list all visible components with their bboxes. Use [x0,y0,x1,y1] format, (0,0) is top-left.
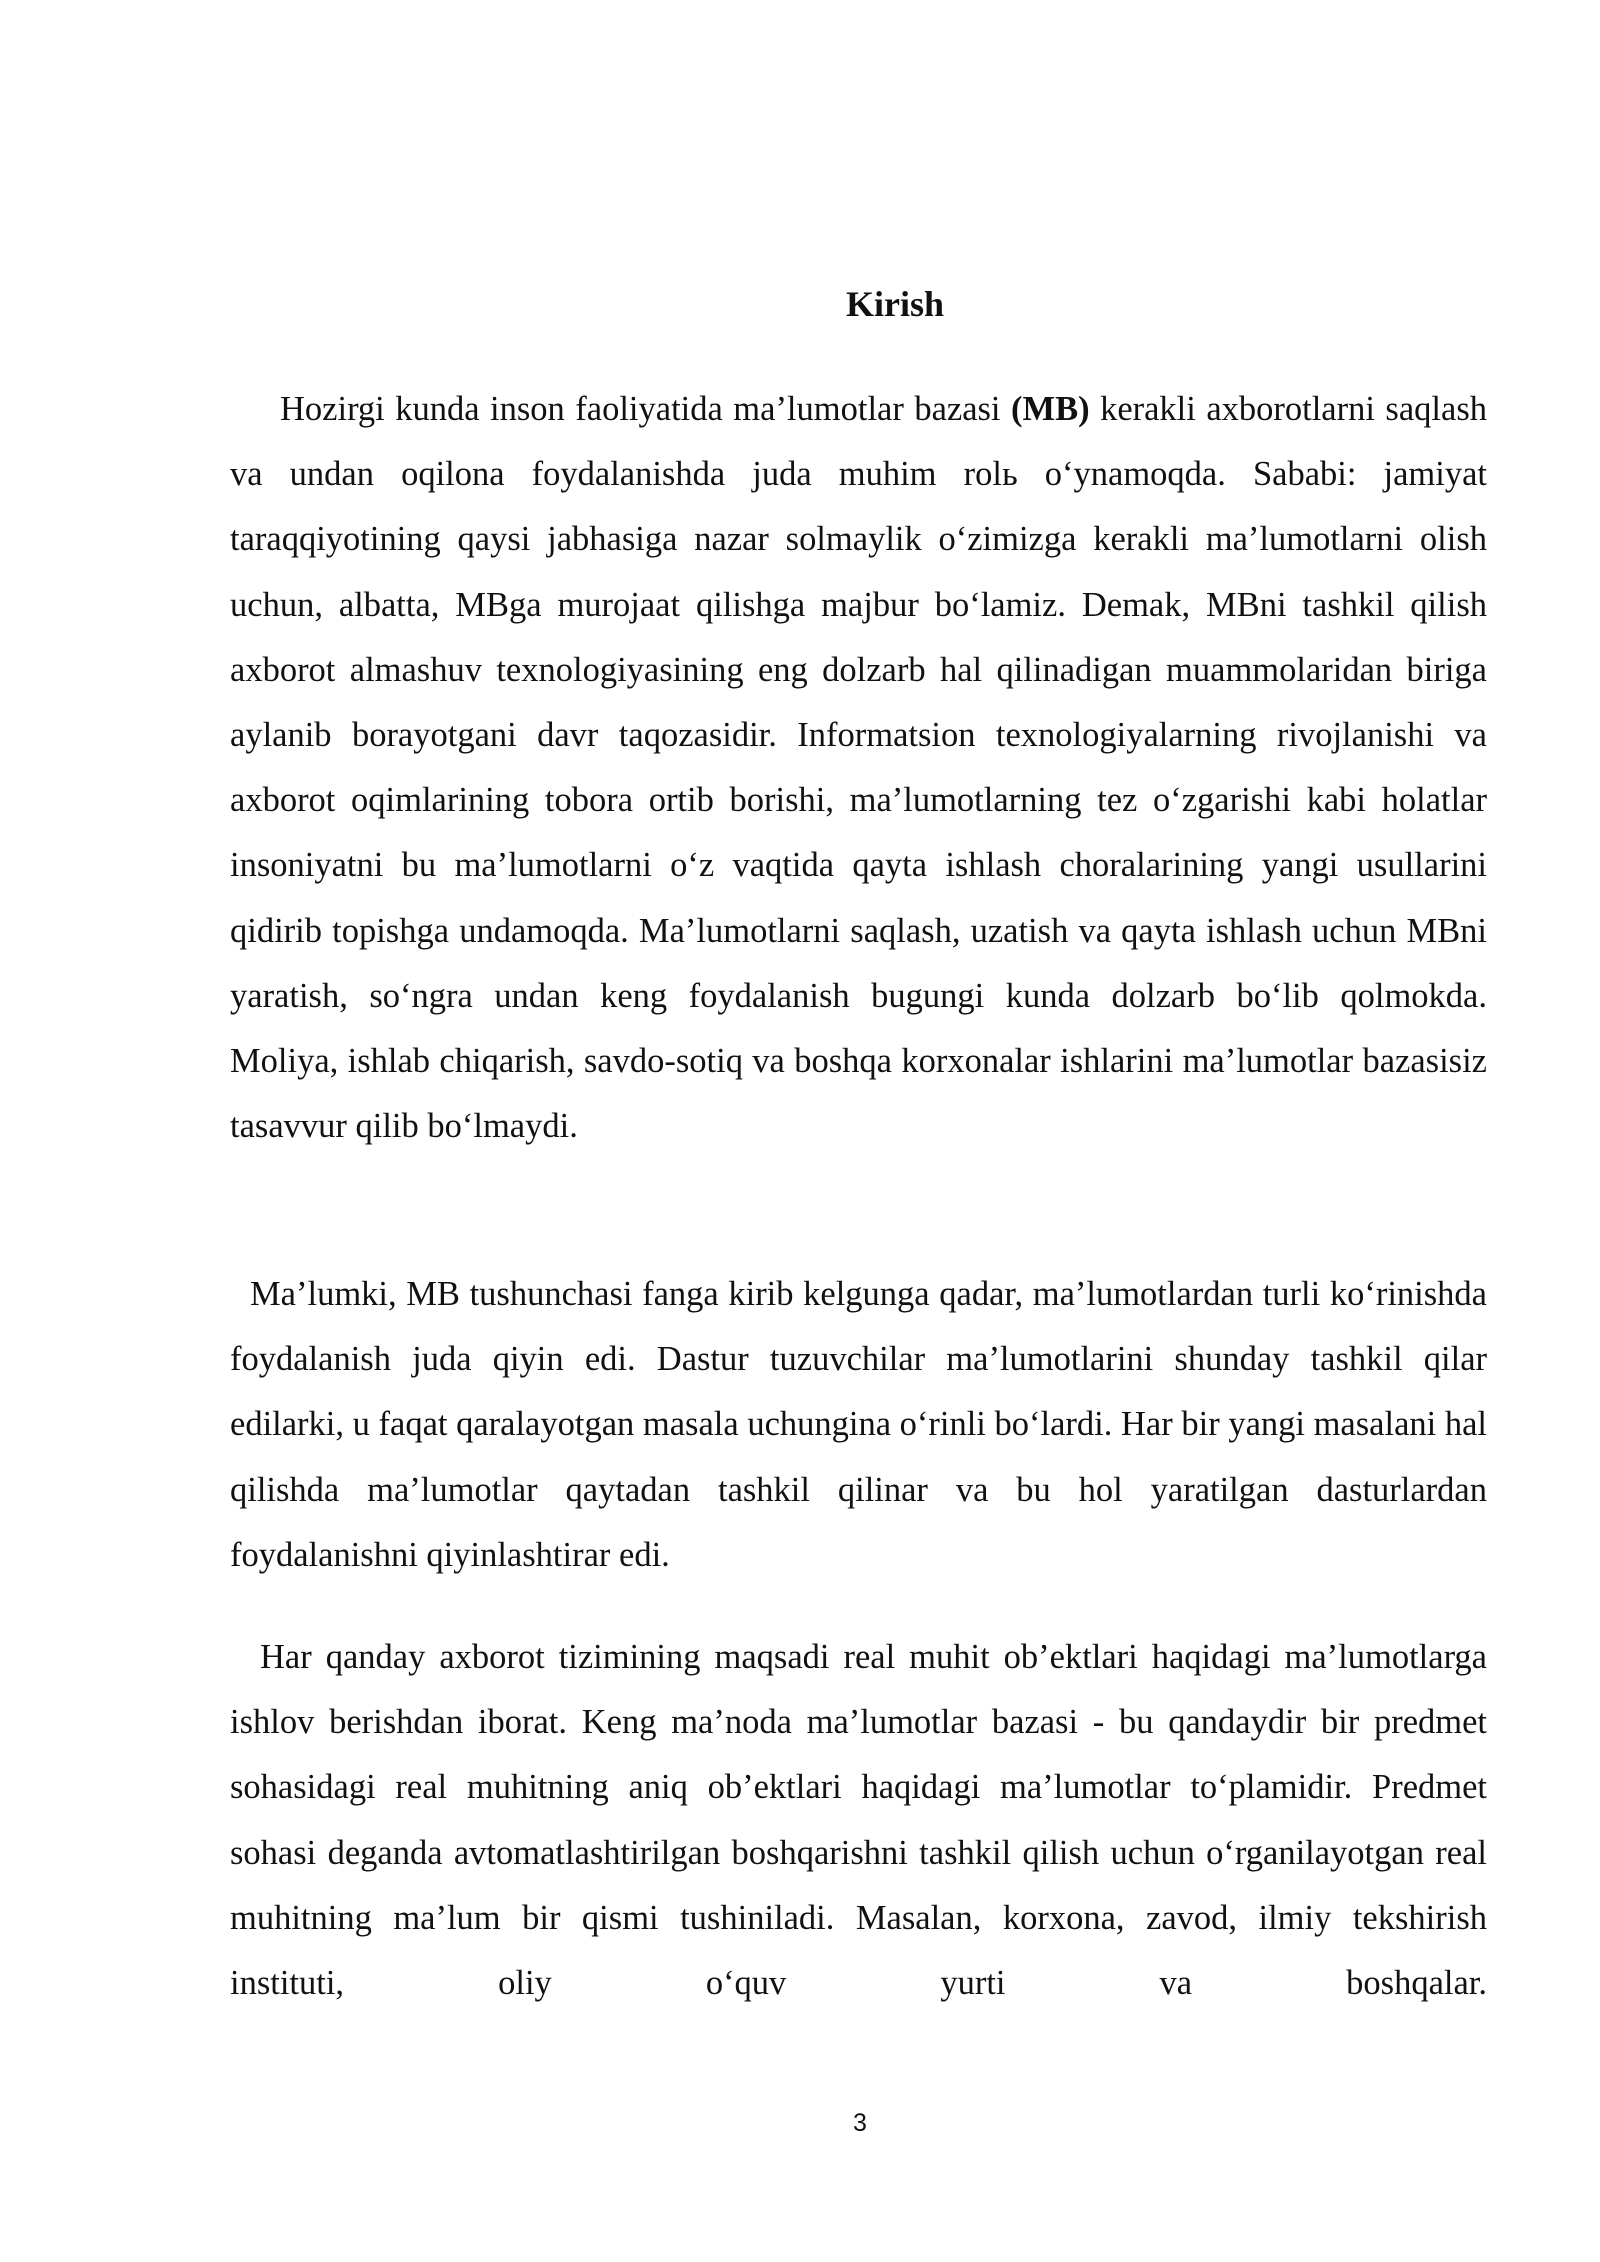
paragraph-definition: Har qanday axborot tizimining maqsadi real muhit ob’ektlari haqidagi ma’lumotlarga ishlov berishdan iborat. Keng ma’noda ma’lumotlar bazasi - bu qandaydir bir predmet sohasidagi real muhitning aniq ob’ektlari haqidagi ma’lumotlar to‘plamidir. Predmet sohasi deganda avtomatlashtirilgan boshqarishni tashkil qilish uchun o‘rganilayotgan real muhitning ma’lum bir qismi tushiniladi. Masalan, korxona, zavod, ilmiy tekshirish instituti, oliy o‘quv yurti va boshqalar. [230,1638,1487,2003]
paragraph-intro [230,377,1487,1159]
page-title: Kirish [845,284,944,324]
paragraph-intro-text-start: Hozirgi kunda inson faoliyatida ma’lumotlar bazasi [280,390,1012,428]
paragraph-intro-text-end: kerakli axborotlarni saqlash va undan oqilona foydalanishda juda muhim rolь o‘ynamoqda. Sababi: jamiyat taraqqiyotining qaysi jabhasiga nazar solmaylik o‘zimizga kerakli ma’lumotlarni olish uchun, albatta, MBga murojaat qilishga majbur bo‘lamiz. Demak, MBni tashkil qilish axborot almashuv texnologiyasining eng dolzarb hal qilinadigan muammolaridan biriga aylanib borayotgani davr taqozasidir. Informatsion texnologiyalarning rivojlanishi va axborot oqimlarining tobora ortib borishi, ma’lumotlarning tez o‘zgarishi kabi holatlar insoniyatni bu ma’lumotlarni o‘z vaqtida qayta ishlash choralarining yangi usullarini qidirib topishga undamoqda. Ma’lumotlarni saqlash, uzatish va qayta ishlash uchun MBni yaratish, so‘ngra undan keng foydalanish bugungi kunda dolzarb bo‘lib qolmokda. Moliya, ishlab chiqarish, savdo-sotiq va boshqa korxonalar ishlarini ma’lumotlar bazasisiz tasavvur qilib bo‘lmaydi. [230,390,1487,1146]
mb-abbreviation: (MB) [1011,390,1090,428]
page-number: 3 [853,2109,867,2137]
paragraph-history: Ma’lumki, MB tushunchasi fanga kirib kelgunga qadar, ma’lumotlardan turli ko‘rinishda foydalanish juda qiyin edi. Dastur tuzuvchilar ma’lumotlarini shunday tashkil qilar edilarki, u faqat qaralayotgan masala uchungina o‘rinli bo‘lardi. Har bir yangi masalani hal qilishda ma’lumotlar qaytadan tashkil qilinar va bu hol yaratilgan dasturlardan foydalanishni qiyinlashtirar edi. [230,1275,1487,1574]
